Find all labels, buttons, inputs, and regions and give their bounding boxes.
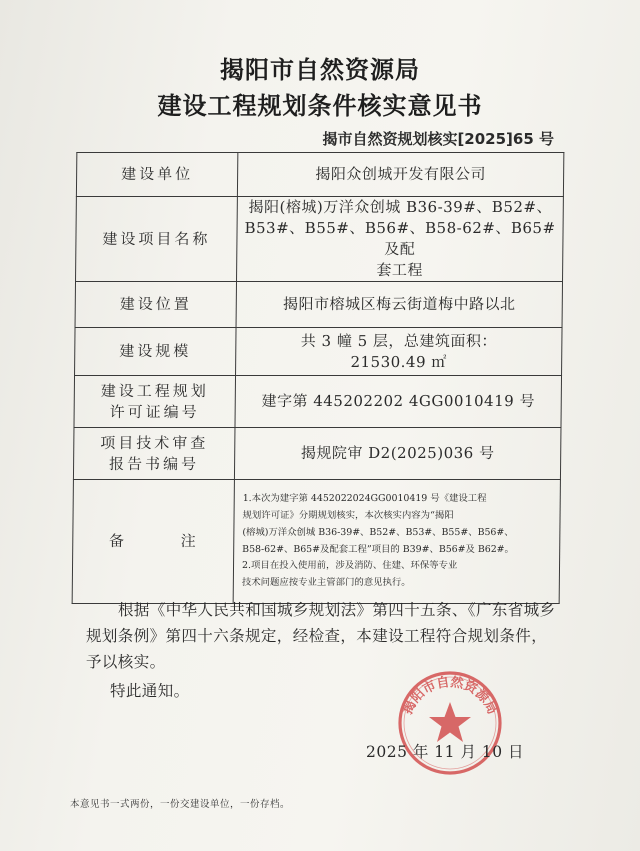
- value-line: 揭阳市榕城区梅云街道梅中路以北: [282, 295, 516, 313]
- label-line: 许可证编号: [109, 402, 200, 421]
- remark-line: 2.项目在投入使用前，涉及消防、住建、环保等专业: [241, 560, 458, 572]
- label-scale: 建设规模: [75, 328, 237, 376]
- label-construction-unit: 建设单位: [76, 153, 237, 197]
- value-line: 21530.49 ㎡: [350, 352, 447, 371]
- value-location: [236, 282, 562, 328]
- remark-line: 技术问题应按专业主管部门的意见执行。: [241, 577, 411, 589]
- label-line: 报告书编号: [108, 454, 200, 473]
- table-row: [76, 197, 564, 282]
- table-row: [74, 376, 562, 428]
- value-scale: [236, 328, 563, 376]
- body-paragraph: 根据《中华人民共和国城乡规划法》第四十五条、《广东省城乡规划条例》第四十六条规定，经检查，本建设工程符合规划条件，予以核实。: [86, 601, 556, 671]
- verification-form-table: [72, 152, 565, 604]
- authority-title: 揭阳市自然资源局: [220, 56, 420, 84]
- value-line: 建字第 445202202 4GG0010419 号: [261, 392, 536, 410]
- label-permit-number: [74, 376, 236, 428]
- table-row: [76, 153, 563, 197]
- value-remarks: [233, 480, 560, 604]
- issue-date: 2025 年 11 月 10 日: [366, 743, 525, 761]
- seal-text: 揭阳市自然资源局: [400, 674, 500, 717]
- remark-line: 1.本次为建字第 4452022024GG0010419 号《建设工程: [242, 493, 487, 505]
- table-row: [72, 480, 560, 604]
- value-construction-unit: [237, 153, 563, 197]
- table-row: [75, 282, 562, 328]
- remark-line: (榕城)万洋众创城 B36-39#、B52#、B53#、B55#、B56#、: [242, 526, 514, 538]
- table-row: [75, 328, 563, 376]
- value-permit-number: [235, 376, 562, 428]
- label-line: 建设工程规划: [100, 381, 209, 400]
- footer-note: 本意见书一式两份，一份交建设单位，一份存档。: [70, 799, 291, 810]
- value-line: 揭阳(榕城)万洋众创城 B36-39#、B52#、: [248, 198, 553, 216]
- value-project-name: [237, 197, 564, 282]
- value-line: 套工程: [376, 261, 423, 279]
- closing-text: 特此通知。: [110, 682, 190, 700]
- value-line: 共 3 幢 5 层，总建筑面积：: [300, 331, 498, 350]
- value-line: 揭阳众创城开发有限公司: [315, 165, 486, 183]
- document-number: 揭市自然资规划核实[2025]65 号: [322, 130, 554, 148]
- remark-line: B58-62#、B65#及配套工程”项目的 B39#、B56#及 B62#。: [242, 543, 515, 555]
- value-line: B53#、B55#、B56#、B58-62#、B65#及配: [244, 219, 556, 258]
- label-line: 项目技术审查: [100, 433, 209, 452]
- label-location: 建设位置: [75, 282, 236, 328]
- label-review-report-number: [73, 428, 235, 480]
- label-project-name: 建设项目名称: [76, 197, 238, 282]
- value-line: 揭规院审 D2(2025)036 号: [300, 444, 495, 462]
- remark-line: 规划许可证》分期规划核实，本次核实内容为“揭阳: [242, 509, 454, 521]
- table-row: [73, 428, 561, 480]
- label-remarks: 备 注: [72, 480, 234, 604]
- document-title: 建设工程规划条件核实意见书: [157, 92, 483, 120]
- value-review-report-number: [234, 428, 561, 480]
